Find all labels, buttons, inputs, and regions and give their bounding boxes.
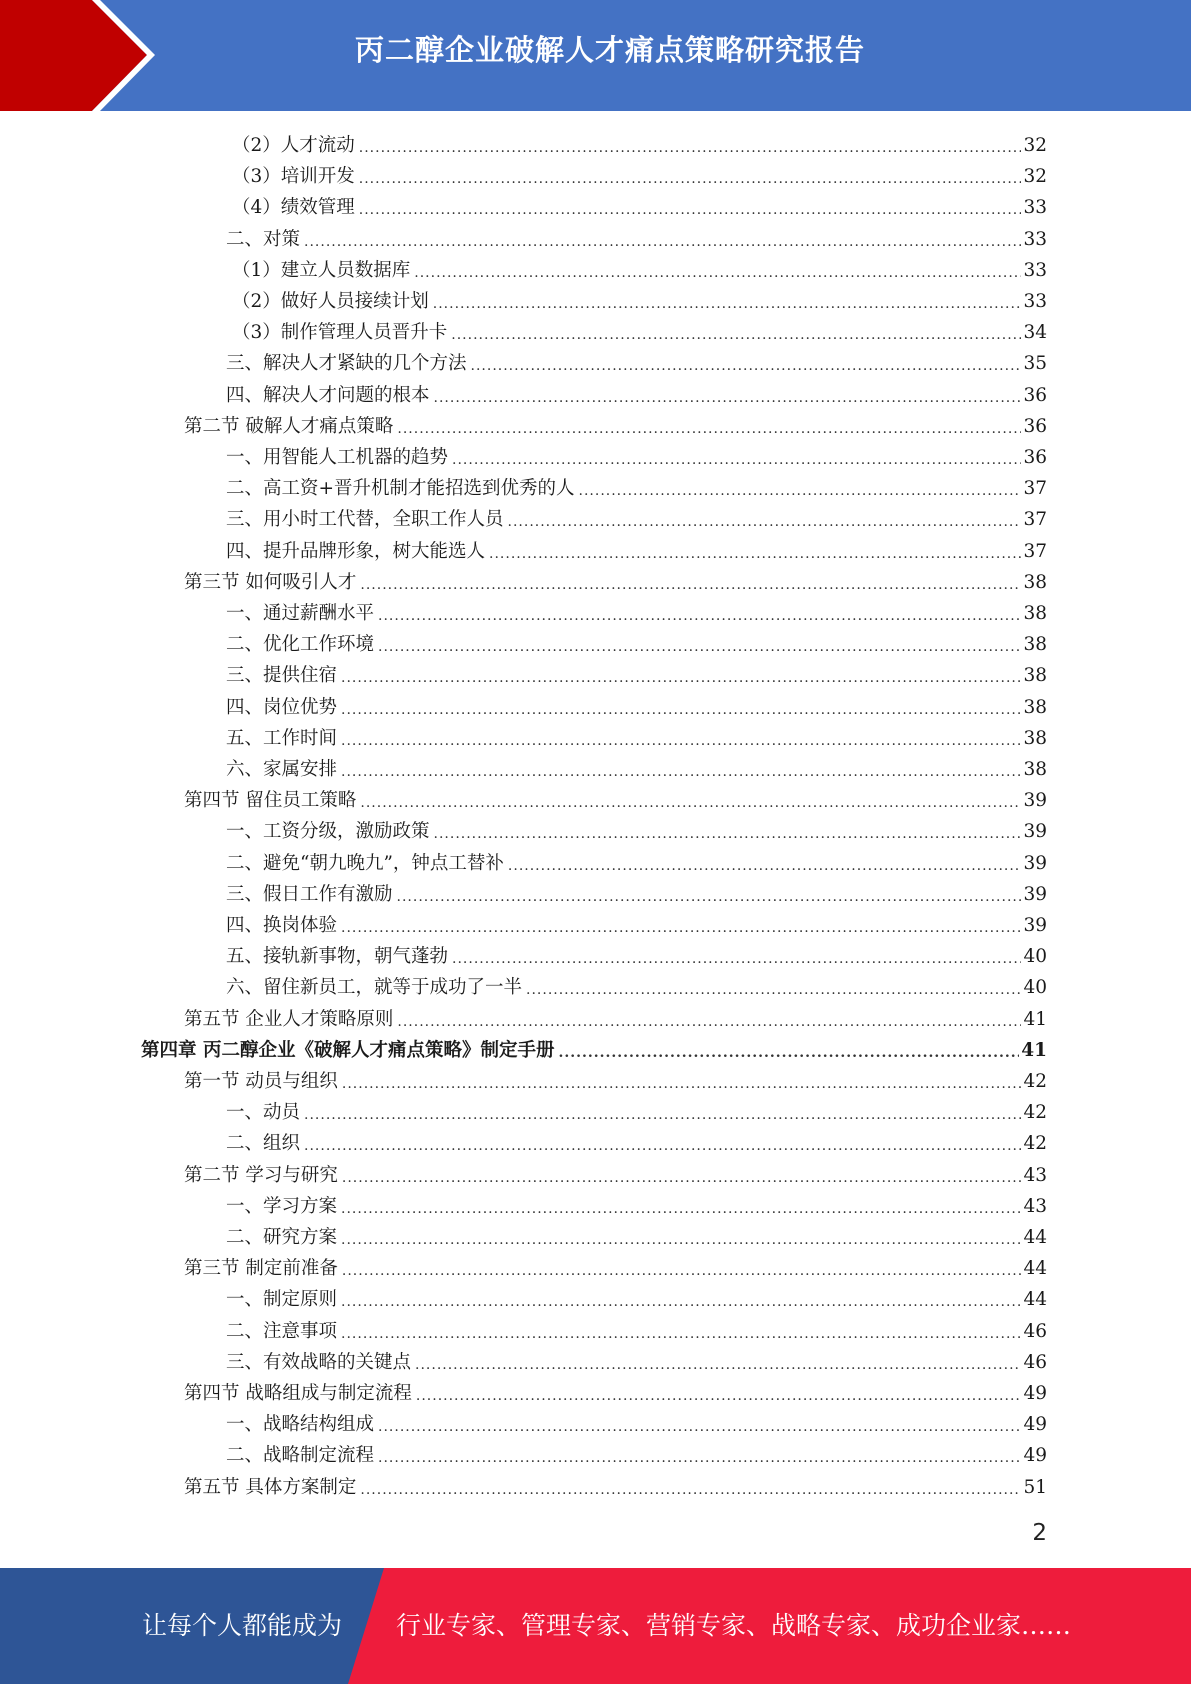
toc-entry-title: 一、用智能人工机器的趋势 bbox=[226, 447, 449, 468]
toc-leader-dots bbox=[360, 793, 1021, 813]
toc-entry-page: 49 bbox=[1023, 1414, 1047, 1436]
toc-entry-page: 44 bbox=[1023, 1258, 1047, 1280]
toc-entry[interactable] bbox=[184, 1001, 1047, 1032]
toc-entry-title: （3）培训开发 bbox=[232, 166, 355, 188]
toc-leader-dots bbox=[378, 1448, 1021, 1468]
toc-entry-page: 37 bbox=[1023, 509, 1047, 531]
toc-leader-dots bbox=[341, 700, 1021, 720]
toc-entry[interactable] bbox=[226, 439, 1047, 470]
toc-entry[interactable] bbox=[226, 1313, 1047, 1344]
toc-entry[interactable] bbox=[226, 221, 1047, 252]
toc-leader-dots bbox=[579, 481, 1022, 501]
toc-entry-page: 43 bbox=[1023, 1164, 1047, 1186]
toc-entry-page: 37 bbox=[1023, 540, 1047, 562]
toc-entry-page: 38 bbox=[1023, 665, 1047, 687]
toc-entry[interactable] bbox=[232, 189, 1047, 220]
page-number: 2 bbox=[1032, 1520, 1047, 1546]
toc-entry-page: 38 bbox=[1023, 759, 1047, 780]
toc-entry-title: 二、注意事项 bbox=[226, 1320, 338, 1342]
toc-entry-page: 41 bbox=[1023, 1008, 1047, 1030]
toc-entry-title: 一、通过薪酬水平 bbox=[226, 603, 375, 624]
toc-entry[interactable] bbox=[226, 470, 1047, 501]
toc-leader-dots bbox=[341, 918, 1021, 938]
toc-leader-dots bbox=[341, 1324, 1021, 1344]
toc-leader-dots bbox=[416, 1386, 1022, 1406]
toc-entry-page: 36 bbox=[1023, 415, 1047, 437]
toc-entry-title: 第三节 如何吸引人才 bbox=[184, 571, 357, 593]
footer-slogan-left: 让每个人都能成为 bbox=[142, 1611, 343, 1640]
toc-leader-dots bbox=[414, 263, 1021, 283]
header-arrow-decoration bbox=[0, 0, 160, 111]
toc-entry[interactable] bbox=[184, 1250, 1047, 1281]
toc-entry-page: 49 bbox=[1023, 1383, 1047, 1404]
toc-entry[interactable] bbox=[226, 1125, 1047, 1156]
toc-leader-dots bbox=[397, 1012, 1021, 1032]
toc-leader-dots bbox=[342, 1168, 1022, 1188]
toc-entry-title: 四、换岗体验 bbox=[226, 915, 338, 936]
toc-entry-title: （1）建立人员数据库 bbox=[232, 259, 411, 281]
toc-entry[interactable] bbox=[226, 1188, 1047, 1219]
toc-leader-dots bbox=[452, 450, 1021, 470]
toc-leader-dots bbox=[341, 1230, 1021, 1250]
toc-leader-dots bbox=[378, 1417, 1021, 1437]
toc-entry-page: 32 bbox=[1023, 166, 1047, 188]
toc-entry[interactable] bbox=[226, 345, 1047, 376]
toc-entry-title: 第四节 留住员工策略 bbox=[184, 790, 357, 812]
toc-entry-page: 42 bbox=[1023, 1071, 1047, 1092]
toc-entry-title: 二、高工资+晋升机制才能招选到优秀的人 bbox=[226, 478, 575, 500]
toc-entry-page: 43 bbox=[1023, 1195, 1047, 1217]
toc-entry-title: 第二节 破解人才痛点策略 bbox=[184, 415, 394, 437]
toc-entry-page: 39 bbox=[1023, 852, 1047, 874]
toc-entry-page: 41 bbox=[1021, 1039, 1047, 1061]
toc-entry[interactable] bbox=[184, 1157, 1047, 1188]
toc-entry[interactable] bbox=[226, 501, 1047, 532]
toc-entry-title: （4）绩效管理 bbox=[232, 197, 355, 219]
toc-leader-dots bbox=[304, 232, 1021, 252]
toc-entry-page: 40 bbox=[1023, 977, 1047, 999]
toc-entry[interactable] bbox=[226, 751, 1047, 782]
toc-leader-dots bbox=[508, 512, 1022, 532]
toc-entry[interactable] bbox=[226, 657, 1047, 688]
toc-leader-dots bbox=[434, 824, 1022, 844]
toc-leader-dots bbox=[341, 1199, 1021, 1219]
toc-entry[interactable] bbox=[226, 1094, 1047, 1125]
toc-entry[interactable] bbox=[226, 813, 1047, 844]
toc-entry-title: 三、提供住宿 bbox=[226, 665, 338, 687]
toc-entry-title: 第三节 制定前准备 bbox=[184, 1258, 338, 1280]
toc-entry-title: 第二节 学习与研究 bbox=[184, 1164, 338, 1186]
toc-entry-page: 32 bbox=[1023, 135, 1047, 156]
toc-entry[interactable] bbox=[184, 408, 1047, 439]
toc-entry-title: 四、提升品牌形象，树大能选人 bbox=[226, 540, 486, 562]
toc-entry-page: 38 bbox=[1023, 696, 1047, 718]
toc-entry-title: 五、接轨新事物，朝气蓬勃 bbox=[226, 946, 449, 968]
toc-entry[interactable] bbox=[232, 127, 1047, 158]
toc-entry-title: 一、学习方案 bbox=[226, 1195, 338, 1217]
toc-entry-page: 35 bbox=[1023, 353, 1047, 375]
toc-leader-dots bbox=[433, 294, 1022, 314]
toc-entry-title: 二、组织 bbox=[226, 1133, 301, 1155]
toc-entry-title: （2）人才流动 bbox=[232, 135, 355, 156]
toc-entry[interactable] bbox=[232, 283, 1047, 314]
toc-entry-page: 42 bbox=[1023, 1133, 1047, 1155]
toc-leader-dots bbox=[304, 1136, 1021, 1156]
toc-entry[interactable] bbox=[141, 1032, 1047, 1063]
toc-leader-dots bbox=[558, 1043, 1019, 1063]
toc-leader-dots bbox=[471, 356, 1022, 376]
toc-entry[interactable] bbox=[226, 1406, 1047, 1437]
toc-entry-page: 34 bbox=[1023, 322, 1047, 344]
toc-entry[interactable] bbox=[232, 158, 1047, 189]
toc-entry-page: 40 bbox=[1023, 946, 1047, 968]
toc-entry[interactable] bbox=[184, 1063, 1047, 1094]
toc-entry-page: 33 bbox=[1023, 291, 1047, 312]
toc-entry[interactable] bbox=[226, 533, 1047, 564]
toc-entry-title: 六、留住新员工，就等于成功了一半 bbox=[226, 977, 523, 999]
toc-leader-dots bbox=[397, 887, 1022, 907]
toc-entry[interactable] bbox=[226, 938, 1047, 969]
toc-entry[interactable] bbox=[226, 1344, 1047, 1375]
toc-entry-page: 33 bbox=[1023, 197, 1047, 219]
toc-entry-title: （2）做好人员接续计划 bbox=[232, 291, 429, 312]
report-title: 丙二醇企业破解人才痛点策略研究报告 bbox=[354, 33, 865, 67]
toc-entry[interactable] bbox=[226, 1437, 1047, 1468]
toc-entry[interactable] bbox=[226, 1281, 1047, 1312]
toc-entry[interactable] bbox=[226, 377, 1047, 408]
toc-entry[interactable] bbox=[184, 782, 1047, 813]
toc-leader-dots bbox=[359, 169, 1022, 189]
toc-entry-page: 39 bbox=[1023, 915, 1047, 936]
toc-entry-page: 46 bbox=[1023, 1351, 1047, 1373]
toc-entry-page: 33 bbox=[1023, 228, 1047, 250]
toc-entry-title: 一、工资分级，激励政策 bbox=[226, 821, 430, 843]
toc-entry-title: 二、对策 bbox=[226, 228, 301, 250]
toc-entry-page: 36 bbox=[1023, 447, 1047, 468]
toc-leader-dots bbox=[415, 1355, 1021, 1375]
toc-leader-dots bbox=[451, 325, 1021, 345]
toc-entry-title: 二、避免“朝九晚九”，钟点工替补 bbox=[226, 852, 504, 874]
page-footer bbox=[0, 1568, 1191, 1684]
toc-entry[interactable] bbox=[232, 314, 1047, 345]
toc-entry[interactable] bbox=[226, 907, 1047, 938]
toc-entry[interactable] bbox=[226, 969, 1047, 1000]
toc-entry-page: 36 bbox=[1023, 384, 1047, 406]
toc-entry-page: 42 bbox=[1023, 1102, 1047, 1124]
footer-slogan-right: 行业专家、管理专家、营销专家、战略专家、成功企业家…… bbox=[396, 1611, 1072, 1640]
toc-leader-dots bbox=[360, 1480, 1021, 1500]
toc-entry-title: 第一节 动员与组织 bbox=[184, 1071, 338, 1092]
toc-entry-title: 四、岗位优势 bbox=[226, 696, 338, 718]
toc-entry-title: 一、动员 bbox=[226, 1102, 301, 1124]
toc-entry-title: （3）制作管理人员晋升卡 bbox=[232, 322, 448, 344]
toc-entry-page: 44 bbox=[1023, 1289, 1047, 1311]
toc-entry[interactable] bbox=[226, 876, 1047, 907]
toc-entry-page: 39 bbox=[1023, 883, 1047, 905]
toc-entry[interactable] bbox=[232, 252, 1047, 283]
toc-entry-page: 38 bbox=[1023, 634, 1047, 656]
toc-entry-page: 46 bbox=[1023, 1320, 1047, 1342]
toc-leader-dots bbox=[359, 138, 1022, 158]
toc-entry-page: 38 bbox=[1023, 727, 1047, 749]
toc-entry-title: 三、假日工作有激励 bbox=[226, 883, 393, 905]
toc-leader-dots bbox=[341, 668, 1021, 688]
toc-entry-title: 二、研究方案 bbox=[226, 1227, 338, 1248]
toc-entry-title: 第四章 丙二醇企业《破解人才痛点策略》制定手册 bbox=[141, 1039, 555, 1061]
toc-leader-dots bbox=[360, 575, 1021, 595]
toc-leader-dots bbox=[526, 980, 1021, 1000]
toc-entry-title: 三、解决人才紧缺的几个方法 bbox=[226, 353, 467, 375]
toc-entry[interactable] bbox=[226, 1219, 1047, 1250]
toc-leader-dots bbox=[342, 1074, 1022, 1094]
toc-leader-dots bbox=[397, 419, 1021, 439]
toc-entry-title: 一、制定原则 bbox=[226, 1289, 338, 1311]
toc-entry[interactable] bbox=[184, 1469, 1047, 1500]
toc-entry-page: 38 bbox=[1023, 571, 1047, 593]
toc-leader-dots bbox=[341, 731, 1021, 751]
toc-entry[interactable] bbox=[226, 626, 1047, 657]
toc-entry[interactable] bbox=[226, 720, 1047, 751]
toc-entry-page: 44 bbox=[1023, 1227, 1047, 1248]
toc-entry[interactable] bbox=[226, 689, 1047, 720]
toc-entry-page: 39 bbox=[1023, 821, 1047, 843]
toc-entry-page: 33 bbox=[1023, 259, 1047, 281]
toc-entry-title: 一、战略结构组成 bbox=[226, 1414, 375, 1436]
toc-entry[interactable] bbox=[184, 1375, 1047, 1406]
toc-leader-dots bbox=[489, 544, 1021, 564]
toc-entry-page: 51 bbox=[1023, 1476, 1047, 1498]
toc-entry-title: 三、有效战略的关键点 bbox=[226, 1351, 412, 1373]
toc-entry-title: 第四节 战略组成与制定流程 bbox=[184, 1383, 412, 1404]
toc-entry-page: 39 bbox=[1023, 790, 1047, 812]
toc-leader-dots bbox=[508, 856, 1022, 876]
toc-entry-title: 第五节 具体方案制定 bbox=[184, 1476, 357, 1498]
toc-entry[interactable] bbox=[226, 845, 1047, 876]
toc-leader-dots bbox=[378, 606, 1021, 626]
toc-entry[interactable] bbox=[184, 564, 1047, 595]
toc-leader-dots bbox=[434, 388, 1022, 408]
toc-leader-dots bbox=[342, 1261, 1022, 1281]
page-header bbox=[0, 0, 1191, 111]
toc-entry-title: 五、工作时间 bbox=[226, 727, 338, 749]
toc-entry[interactable] bbox=[226, 595, 1047, 626]
toc-leader-dots bbox=[341, 762, 1021, 782]
toc-entry-title: 四、解决人才问题的根本 bbox=[226, 384, 430, 406]
toc-leader-dots bbox=[359, 200, 1022, 220]
toc-entry-title: 六、家属安排 bbox=[226, 759, 338, 780]
toc-entry-title: 三、用小时工代替，全职工作人员 bbox=[226, 509, 504, 531]
toc-leader-dots bbox=[304, 1105, 1021, 1125]
toc-entry-title: 二、战略制定流程 bbox=[226, 1445, 375, 1467]
toc-entry-title: 第五节 企业人才策略原则 bbox=[184, 1008, 394, 1030]
toc-entry-page: 37 bbox=[1023, 478, 1047, 500]
toc-leader-dots bbox=[341, 1292, 1021, 1312]
toc-entry-page: 49 bbox=[1023, 1445, 1047, 1467]
toc-leader-dots bbox=[378, 637, 1021, 657]
toc-leader-dots bbox=[452, 949, 1021, 969]
toc-entry-page: 38 bbox=[1023, 603, 1047, 624]
toc-entry-title: 二、优化工作环境 bbox=[226, 634, 375, 656]
